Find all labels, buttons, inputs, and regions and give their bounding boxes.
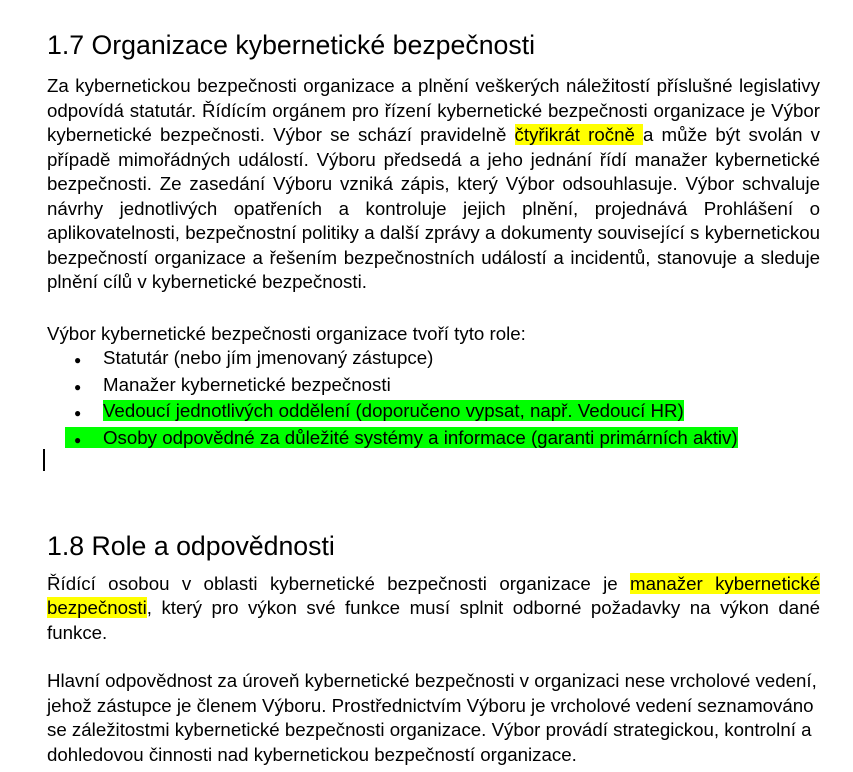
text-run: Za kybernetickou bezpečnosti organizace a plnění veškerých náležitostí příslušné legislativy odpovídá statutár. Řídícím orgánem pro řízení kybernetické bezpečnosti organizace je Výbor kybernetické bezpečnosti. Výbor se schází pravidelně: [47, 75, 820, 145]
bullet-icon: ●: [74, 432, 82, 447]
role-item-content: [65, 400, 684, 421]
section-heading-1-8[interactable]: 1.8 Role a odpovědnosti: [47, 530, 335, 561]
bullet-icon: ●: [74, 353, 82, 367]
text-cursor: [43, 449, 45, 471]
text-run: Statutár (nebo jím jmenovaný zástupce): [103, 347, 434, 368]
text-run: Hlavní odpovědnost za úroveň kybernetické bezpečnosti v organizaci nese vrcholové vedení, jehož zástupce je členem Výboru. Prostřednictvím Výboru je vrcholové vedení seznamováno se záležitostmi kybernetické bezpečnosti organizace. Výbor provádí strategickou, kontrolní a dohledovou činnosti nad kybernetickou bezpečností organizace.: [47, 670, 817, 765]
text-run: , který pro výkon své funkce musí splnit odborné požadavky na výkon dané funkce.: [47, 597, 820, 643]
section-heading-1-7[interactable]: 1.7 Organizace kybernetické bezpečnosti: [47, 30, 536, 60]
roles-list[interactable]: [47, 346, 820, 452]
roles-intro-line[interactable]: Výbor kybernetické bezpečnosti organizace tvoří tyto role:: [47, 322, 526, 344]
role-item-content: [65, 427, 738, 448]
empty-paragraph[interactable]: [47, 452, 820, 477]
text-run: a může být svolán v případě mimořádných událostí. Výboru předsedá a jeho jednání řídí manažer kybernetické bezpečnosti. Ze zasedání Výboru vzniká zápis, který Výbor odsouhlasuje. Výbor schvaluje návrhy jednotlivých opatřeních a kontroluje jejich plnění, projednává Prohlášení o aplikovatelnosti, bezpečnostní politiky a další zprávy a dokumenty související s kybernetickou bezpečností organizace a řešením bezpečnostních událostí a incidentů, stanovuje a sleduje plnění cílů v kybernetické bezpečnosti.: [47, 124, 821, 292]
paragraph-role-2[interactable]: [47, 669, 820, 767]
highlighted-text: Vedoucí jednotlivých oddělení (doporučeno vypsat, např. Vedoucí HR): [103, 400, 684, 421]
text-run: Manažer kybernetické bezpečnosti: [103, 373, 391, 395]
highlighted-text: manažer kybernetické bezpečnosti: [47, 572, 820, 618]
role-list-item[interactable]: [47, 373, 820, 400]
role-list-item[interactable]: [47, 426, 820, 453]
role-list-item[interactable]: [47, 399, 820, 426]
role-list-item[interactable]: [47, 346, 820, 373]
highlighted-text: čtyřikrát ročně: [514, 124, 644, 145]
bullet-icon: ●: [74, 406, 82, 420]
role-item-content: [65, 374, 391, 395]
role-item-content: [65, 347, 433, 368]
paragraph-role-1[interactable]: [47, 572, 820, 646]
highlighted-text: Osoby odpovědné za důležité systémy a informace (garanti primárních aktiv): [103, 426, 738, 448]
paragraph-organizace[interactable]: [47, 74, 820, 295]
text-run: Řídící osobou v oblasti kybernetické bezpečnosti organizace je: [47, 572, 631, 594]
bullet-icon: ●: [74, 379, 82, 394]
